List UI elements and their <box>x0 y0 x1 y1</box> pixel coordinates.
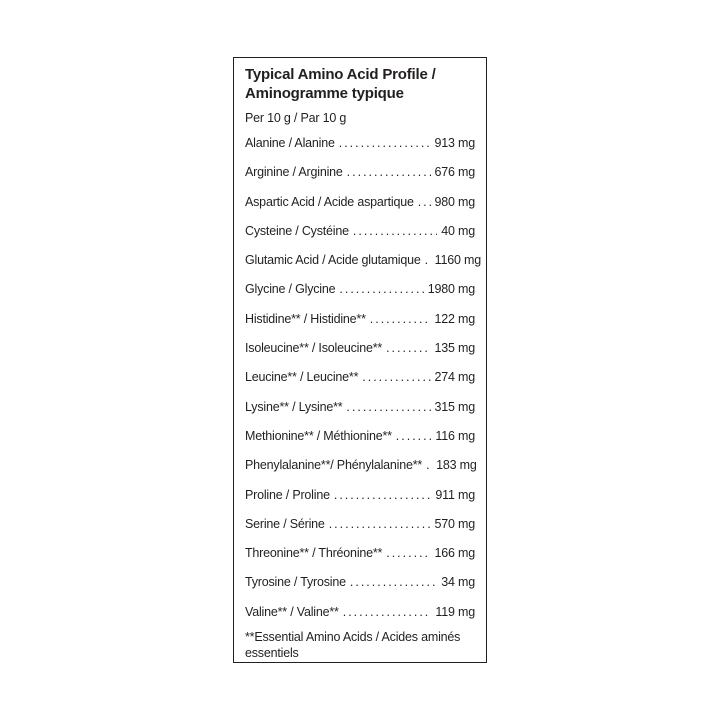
serving-size: Per 10 g / Par 10 g <box>245 111 347 125</box>
amino-acid-row <box>245 451 475 480</box>
amino-acid-name: Lysine** / Lysine** <box>245 399 343 414</box>
amino-acid-row <box>245 275 475 304</box>
amino-acid-value: 1980 mg <box>427 282 475 297</box>
amino-acid-row <box>245 363 475 392</box>
amino-acid-value: 315 mg <box>434 399 475 414</box>
amino-acid-row <box>245 568 475 597</box>
dot-leader <box>339 129 431 158</box>
dot-leader <box>343 598 432 627</box>
amino-acid-name: Aspartic Acid / Acide aspartique <box>245 194 414 209</box>
amino-acid-name: Glycine / Glycine <box>245 282 336 297</box>
amino-acid-row <box>245 129 475 158</box>
dot-leader <box>339 275 423 304</box>
dot-leader <box>418 188 431 217</box>
amino-acid-value: 911 mg <box>435 487 475 502</box>
amino-acid-value: 980 mg <box>434 194 475 209</box>
amino-acid-value: 122 mg <box>434 311 475 326</box>
amino-acid-name: Proline / Proline <box>245 487 330 502</box>
dot-leader <box>329 510 431 539</box>
dot-leader <box>425 246 431 275</box>
panel-title-line1: Typical Amino Acid Profile / <box>245 66 436 83</box>
panel-title-line2: Aminogramme typique <box>245 84 404 102</box>
amino-acid-name: Arginine / Arginine <box>245 165 343 180</box>
amino-acid-name: Phenylalanine**/ Phénylalanine** <box>245 458 423 473</box>
amino-acid-value: 676 mg <box>434 165 475 180</box>
amino-acid-row <box>245 393 475 422</box>
amino-acid-value: 116 mg <box>435 428 475 443</box>
amino-acid-name: Histidine** / Histidine** <box>245 311 366 326</box>
amino-acid-name: Threonine** / Thréonine** <box>245 546 383 561</box>
dot-leader <box>350 568 437 597</box>
dot-leader <box>347 158 431 187</box>
dot-leader <box>370 305 431 334</box>
amino-acid-value: 570 mg <box>434 516 475 531</box>
amino-acid-name: Cysteine / Cystéine <box>245 223 349 238</box>
amino-acid-value: 1160 mg <box>434 253 481 268</box>
amino-acid-row <box>245 539 475 568</box>
dot-leader <box>346 393 430 422</box>
amino-acid-name: Isoleucine** / Isoleucine** <box>245 341 383 356</box>
amino-acid-row <box>245 188 475 217</box>
amino-acid-row <box>245 246 481 275</box>
amino-acid-value: 166 mg <box>434 546 475 561</box>
dot-leader <box>386 539 430 568</box>
amino-acid-list <box>245 129 481 627</box>
amino-acid-row <box>245 481 475 510</box>
amino-acid-value: 274 mg <box>434 370 475 385</box>
amino-acid-row <box>245 510 475 539</box>
amino-acid-name: Alanine / Alanine <box>245 136 335 150</box>
dot-leader <box>353 217 437 246</box>
amino-acid-value: 183 mg <box>436 458 477 473</box>
dot-leader <box>386 334 430 363</box>
dot-leader <box>426 451 432 480</box>
amino-acid-name: Valine** / Valine** <box>245 604 339 619</box>
dot-leader <box>334 481 432 510</box>
amino-acid-value: 135 mg <box>434 341 475 356</box>
amino-acid-name: Serine / Sérine <box>245 516 325 531</box>
amino-acid-value: 119 mg <box>435 604 475 619</box>
amino-acid-row <box>245 422 475 451</box>
amino-acid-row <box>245 158 475 187</box>
amino-acid-row <box>245 334 475 363</box>
amino-acid-value: 34 mg <box>441 575 475 590</box>
dot-leader <box>396 422 432 451</box>
essential-amino-acids-footnote: **Essential Amino Acids / Acides aminés essentiels <box>245 630 461 661</box>
amino-acid-value: 913 mg <box>434 136 475 150</box>
panel-title <box>245 66 475 103</box>
amino-acid-row <box>245 598 475 627</box>
amino-acid-name: Methionine** / Méthionine** <box>245 428 392 443</box>
amino-acid-name: Leucine** / Leucine** <box>245 370 359 385</box>
amino-acid-name: Glutamic Acid / Acide glutamique <box>245 253 421 268</box>
dot-leader <box>362 363 430 392</box>
amino-acid-value: 40 mg <box>441 223 475 238</box>
amino-acid-row <box>245 217 475 246</box>
amino-acid-name: Tyrosine / Tyrosine <box>245 575 346 590</box>
amino-acid-profile-panel <box>233 57 487 663</box>
amino-acid-row <box>245 305 475 334</box>
